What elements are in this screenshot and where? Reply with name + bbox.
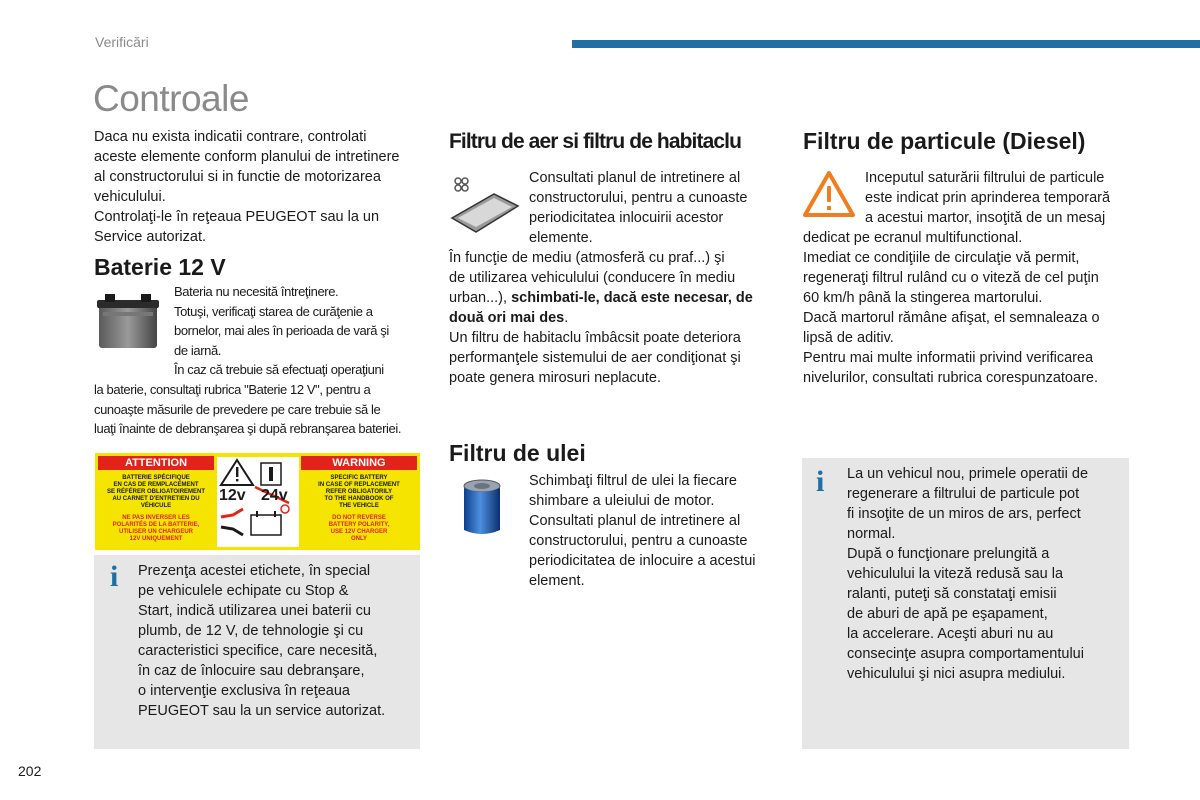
particle-filter-line: dedicat pe ecranul multifunctional. [803, 230, 1023, 246]
label-text-line: UTILISER UN CHARGEUR [118, 529, 193, 535]
air-filter-line: periodicitatea inlocuirii acestor [529, 210, 724, 226]
label-24v-text: 24v [261, 487, 288, 504]
air-filter-line: performanţele sistemului de aer condiţionat şi [449, 350, 741, 366]
label-text-line: EN CAS DE REMPLACEMENT [113, 482, 199, 488]
battery-icon [95, 290, 163, 352]
label-warning-header: WARNING [301, 456, 417, 470]
info-line: plumb, de 12 V, de tehnologie şi cu [138, 623, 364, 639]
particle-filter-body [803, 228, 1133, 388]
info-line: de aburi de apă pe eşapament, [847, 606, 1048, 622]
particle-filter-line: Dacă martorul rămâne afişat, el semnaleaza o [803, 310, 1100, 326]
battery-text-line: cunoaşte măsurile de prevedere pe care trebuie să le [94, 401, 381, 417]
intro-line: Controlaţi-le în reţeaua PEUGEOT sau la un [94, 209, 380, 225]
particle-filter-text-beside-icon [865, 168, 1127, 228]
info-line: la accelerare. Aceşti aburi nu au [847, 626, 1054, 642]
info-line: în caz de înlocuire sau debranşare, [138, 663, 365, 679]
info-line: Start, indică utilizarea unei baterii cu [138, 603, 371, 619]
oil-filter-line: Consultati planul de intretinere al [529, 513, 741, 529]
section-header-label: Verificări [95, 34, 149, 50]
air-filter-title: Filtru de aer si filtru de habitaclu [449, 130, 741, 153]
oil-filter-line: Schimbaţi filtrul de ulei la fiecare [529, 473, 737, 489]
battery-text-line: Bateria nu necesită întreţinere. [174, 284, 339, 299]
label-text-line: TO THE HANDBOOK OF [324, 496, 394, 502]
intro-line: al constructorului si in functie de motorizarea [94, 169, 381, 185]
battery-text-line: bornelor, mai ales în perioada de vară şi [174, 323, 389, 338]
air-filter-bold-text: schimbati-le, dacă este necesar, de [511, 290, 753, 306]
battery-text-line: În caz că trebuie să efectuaţi operaţiuni [174, 362, 384, 377]
intro-line: Daca nu exista indicatii contrare, controlati [94, 129, 367, 145]
info-line: o intervenţie exclusiva în reţeaua [138, 683, 350, 699]
particle-filter-line: Pentru mai multe informatii privind verificarea [803, 350, 1094, 366]
particle-filter-line: Imediat ce condiţiile de circulaţie vă permit, [803, 250, 1080, 266]
label-text-line: AU CARNET D'ENTRETIEN DU [112, 496, 200, 502]
label-text-line: BATTERIE SPÉCIFIQUE [122, 475, 190, 481]
air-filter-text-beside-icon [529, 168, 779, 248]
oil-filter-title: Filtru de ulei [449, 440, 586, 466]
air-filter-line: În funcţie de mediu (atmosferă cu praf...) şi [449, 250, 725, 266]
oil-filter-text [529, 471, 784, 591]
label-center-panel [217, 457, 299, 547]
particle-filter-title: Filtru de particule (Diesel) [803, 128, 1086, 154]
intro-text [94, 127, 424, 247]
air-filter-line: poate genera mirosuri neplacute. [449, 370, 661, 386]
info-line: PEUGEOT sau la un service autorizat. [138, 703, 386, 719]
intro-line: aceste elemente conform planului de intretinere [94, 149, 400, 165]
warning-triangle-icon [802, 170, 856, 218]
label-text-line: REFER OBLIGATORILY [325, 489, 393, 495]
oil-filter-line: periodicitatea de inlocuire a acestui [529, 553, 756, 569]
particle-filter-line: 60 km/h până la stingerea martorului. [803, 290, 1043, 306]
air-filter-line: constructorului, pentru a cunoaste [529, 190, 748, 206]
air-filter-text: . [564, 310, 569, 326]
battery-info-box [94, 555, 420, 749]
oil-filter-line: constructorului, pentru a cunoaste [529, 533, 748, 549]
particle-filter-line: lipsă de aditiv. [803, 330, 894, 346]
particle-filter-info-text [847, 464, 1127, 684]
info-icon: i [110, 560, 119, 593]
label-12v-text: 12v [219, 487, 246, 504]
particle-filter-line: regeneraţi filtrul rulând cu o viteză de cel puţin [803, 270, 1099, 286]
label-text-line: POLARITÉS DE LA BATTERIE, [112, 522, 200, 528]
battery-text-line: de iarnă. [174, 342, 221, 358]
label-fr-bottom-text [99, 515, 213, 543]
battery-text-line: luaţi înainte de debranşarea şi după rebranşarea bateriei. [94, 421, 402, 436]
info-icon: i [816, 465, 825, 498]
battery-text-line: la baterie, consultaţi rubrica "Baterie 12 V", pentru a [94, 382, 371, 397]
info-line: normal. [847, 526, 896, 542]
oil-filter-line: element. [529, 573, 585, 589]
label-text-line: SE RÉFÉRER OBLIGATOIREMENT [106, 489, 206, 495]
info-line: regenerare a filtrului de particule pot [847, 486, 1080, 502]
label-text-line: THE VEHICLE [339, 503, 379, 509]
battery-text-full [94, 380, 424, 439]
info-line: consecinţe asupra comportamentului [847, 646, 1084, 662]
air-filter-line: de utilizarea vehiculului (conducere în mediu [449, 270, 736, 286]
info-line: vehiculului la viteză redusă sau la [847, 566, 1064, 582]
label-text-line: 12V UNIQUEMENT [129, 536, 183, 542]
air-filter-line: Un filtru de habitaclu îmbâcsit poate deteriora [449, 330, 741, 346]
info-line: caracteristici specifice, care necesită, [138, 643, 378, 659]
particle-filter-line: a acestui martor, insoţită de un mesaj [865, 210, 1106, 226]
label-text-line: SPECIFIC BATTERY [330, 475, 388, 481]
battery-warning-label [95, 453, 420, 550]
oil-filter-icon [458, 478, 506, 538]
particle-filter-info-box [802, 458, 1129, 749]
label-text-line: IN CASE OF REPLACEMENT [318, 482, 400, 488]
battery-text-line: Totuşi, verificaţi starea de curăţenie a [174, 303, 373, 319]
air-filter-bold-text: două ori mai des [449, 310, 565, 326]
page-number: 202 [18, 763, 42, 779]
battery-info-text [138, 561, 418, 721]
info-line: fi insoţite de un miros de ars, perfect [847, 506, 1081, 522]
oil-filter-line: shimbare a uleiului de motor. [529, 493, 715, 509]
info-line: ralanti, puteţi să constataţi emisii [847, 586, 1057, 602]
battery-title: Baterie 12 V [94, 254, 226, 280]
label-text-line: DO NOT REVERSE [332, 515, 386, 521]
air-filter-line: elemente. [529, 230, 593, 246]
label-text-line: VÉHICULE [140, 503, 172, 509]
label-attention-header: ATTENTION [98, 456, 214, 470]
battery-text-beside-icon [174, 282, 424, 380]
info-line: Prezenţa acestei etichete, în special [138, 563, 371, 579]
info-line: vehiculului şi nici asupra mediului. [847, 666, 1066, 682]
intro-line: vehiculului. [94, 189, 166, 205]
air-filter-line: Consultati planul de intretinere al [529, 170, 741, 186]
label-text-line: NE PAS INVERSER LES [122, 515, 190, 521]
page-title: Controale [93, 78, 249, 119]
air-filter-line [449, 288, 784, 308]
info-line: pe vehiculele echipate cu Stop & [138, 583, 349, 599]
air-filter-body [449, 248, 784, 388]
particle-filter-line: nivelurilor, consultati rubrica corespunzatoare. [803, 370, 1098, 386]
label-text-line: BATTERY POLARITY, [328, 522, 390, 528]
air-filter-icon [448, 172, 520, 236]
label-text-line: USE 12V CHARGER [330, 529, 388, 535]
intro-line: Service autorizat. [94, 229, 207, 245]
info-line: La un vehicul nou, primele operatii de [847, 466, 1089, 482]
info-line: După o funcţionare prelungită a [847, 546, 1050, 562]
air-filter-text: urban...), [449, 290, 512, 306]
label-text-line: ONLY [350, 536, 368, 542]
label-en-top-text [302, 475, 416, 510]
particle-filter-line: Inceputul saturării filtrului de particule [865, 170, 1105, 186]
label-fr-top-text [99, 475, 213, 510]
particle-filter-line: este indicat prin aprinderea temporară [865, 190, 1111, 206]
header-accent-bar [572, 40, 1200, 48]
label-en-bottom-text [302, 515, 416, 543]
air-filter-line [449, 308, 784, 328]
